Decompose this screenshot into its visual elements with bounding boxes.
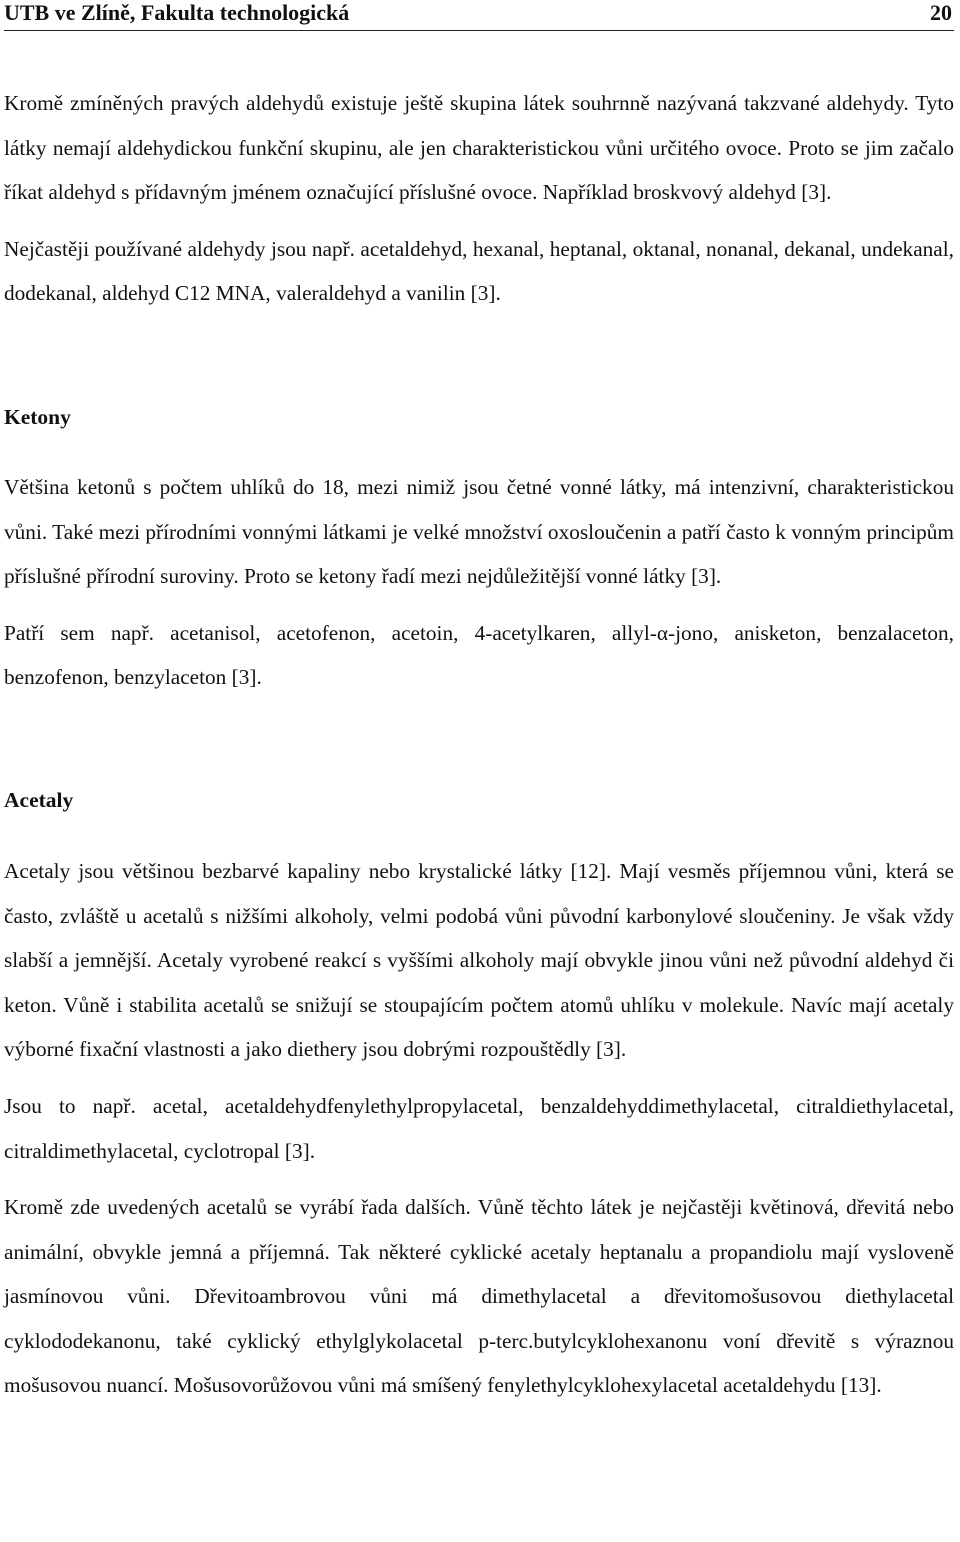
section-heading-ketony: Ketony	[4, 404, 71, 429]
document-page	[4, 0, 954, 1408]
header-title: UTB ve Zlíně, Fakulta technologická	[4, 0, 350, 25]
paragraph-acetaly-intro: Acetaly jsou většinou bezbarvé kapaliny nebo krystalické látky [12]. Mají vesměs příjemnou vůni, která se často, zvláště u acetalů s nižšími alkoholy, velmi podobá vůni původní karbonylové sloučeniny. Je však vždy slabší a jemnější. Acetaly vyrobené reakcí s vyššími alkoholy mají obvykle jinou vůni než původní aldehyd či keton. Vůně i stabilita acetalů se snižují se stoupajícím počtem atomů uhlíku v molekule. Navíc mají acetaly výborné fixační vlastnosti a jako diethery jsou dobrými rozpouštědly [3].	[4, 858, 954, 1062]
paragraph-ketony-examples: Patří sem např. acetanisol, acetofenon, acetoin, 4-acetylkaren, allyl-α-jono, anisketon, benzalaceton, benzofenon, benzylaceton [3].	[4, 620, 954, 690]
page-header	[4, 0, 954, 31]
paragraph-ketony-intro: Většina ketonů s počtem uhlíků do 18, mezi nimiž jsou četné vonné látky, má intenzivní, charakteristickou vůni. Také mezi přírodními vonnými látkami je velké množství oxosloučenin a patří často k vonným principům příslušné přírodní suroviny. Proto se ketony řadí mezi nejdůležitější vonné látky [3].	[4, 474, 954, 589]
page-number: 20	[930, 0, 952, 25]
paragraph-acetaly-vune: Kromě zde uvedených acetalů se vyrábí řada dalších. Vůně těchto látek je nejčastěji květinová, dřevitá nebo animální, obvykle jemná a příjemná. Tak některé cyklické acetaly heptanalu a propandiolu mají vysloveně jasmínovou vůni. Dřevitoambrovou vůni má dimethylacetal a dřevitomošusovou diethylacetal cyklododekanonu, také cyklický ethylglykolacetal p-terc.butylcyklohexanonu voní dřevitě s výraznou mošusovou nuancí. Mošusovorůžovou vůni má smíšený fenylethylcyklohexylacetal acetaldehydu [13].	[4, 1195, 954, 1398]
paragraph-acetaly-examples: Jsou to např. acetal, acetaldehydfenylethylpropylacetal, benzaldehyddimethylacetal, citraldiethylacetal, citraldimethylacetal, cyclotropal [3].	[4, 1093, 954, 1163]
paragraph-pouzivane-aldehydy: Nejčastěji používané aldehydy jsou např. acetaldehyd, hexanal, heptanal, oktanal, nonanal, dekanal, undekanal, dodekanal, aldehyd C12 MNA, valeraldehyd a vanilin [3].	[4, 236, 954, 306]
paragraph-takzvane-aldehydy: Kromě zmíněných pravých aldehydů existuje ještě skupina látek souhrnně nazývaná takzvané aldehydy. Tyto látky nemají aldehydickou funkční skupinu, ale jen charakteristickou vůni určitého ovoce. Proto se jim začalo říkat aldehyd s přídavným jménem označující příslušné ovoce. Například broskvový aldehyd [3].	[4, 91, 954, 205]
section-heading-acetaly: Acetaly	[4, 787, 74, 812]
